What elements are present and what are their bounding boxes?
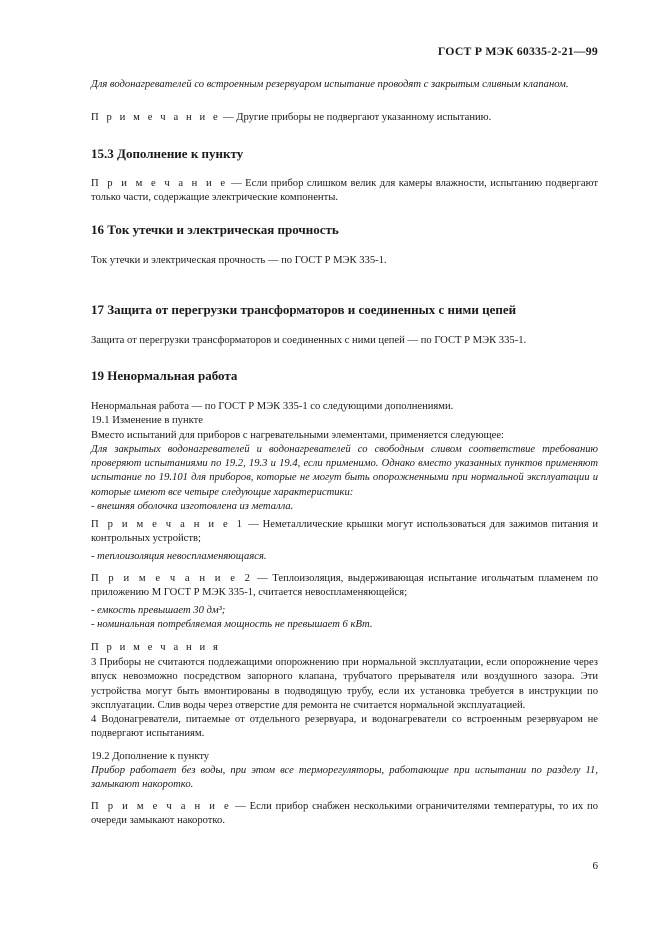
note-text: — Теплоизоляция, выдерживающая испытание игольчатым пламенем по приложению М ГОСТ Р МЭК 335-1, считается невоспламеняющейся; [91,573,598,599]
section-heading: 17 Защита от перегрузки трансформаторов и соединенных с ними цепей [91,302,517,317]
note-text: — Если прибор снабжен несколькими ограничителями температуры, то их по очереди замыкают накоротко. [91,801,598,827]
paragraph: Прибор работает без воды, при этом все терморегуляторы, работающие при испытании по разделу 11, замыкают накоротко. [91,765,598,791]
list-item: - теплоизоляция невоспламеняющаяся. [91,551,267,562]
paragraph: Для водонагревателей со встроенным резервуаром испытание проводят с закрытым сливным клапаном. [91,79,569,90]
list-item: - внешняя оболочка изготовлена из металла. [91,501,294,513]
list-item: - емкость превышает 30 дм³; [91,605,226,616]
section-body [91,400,598,514]
notes-label: П р и м е ч а н и я [91,642,221,653]
note [91,800,598,829]
note-text: — Неметаллические крышки могут использоваться для зажимов питания и контрольных устройств; [91,519,598,545]
note: 4 Водонагреватели, питаемые от отдельного резервуара, и водонагреватели со встроенным резервуаром не подвергают испытаниям. [91,714,598,740]
paragraph: Для закрытых водонагревателей и водонагревателей со свободным сливом соответствие требованию проверяют испытаниями по 19.2, 19.3 и 19.4, если применимо. Однако вместо указанных пунктов применяют испытание по 19.101 для приборов, которые не могут быть опорожненными при нормальной эксплуатации и которые имеют все четыре следующие характеристики: [91,443,598,498]
paragraph: Ток утечки и электрическая прочность — по ГОСТ Р МЭК 335-1. [91,255,387,266]
paragraph: Вместо испытаний для приборов с нагревательными элементами, применяется следующее: [91,429,505,441]
note [91,572,598,601]
note-label: П р и м е ч а н и е 2 [91,573,253,584]
page-number: 6 [592,860,598,872]
note-text: — Другие приборы не подвергают указанному испытанию. [220,112,492,123]
note [91,518,598,547]
note-label: П р и м е ч а н и е 1 [91,519,245,530]
section-heading: 15.3 Дополнение к пункту [91,146,244,161]
list-item: - номинальная потребляемая мощность не превышает 6 кВт. [91,619,373,630]
note [91,111,598,125]
section-heading: 16 Ток утечки и электрическая прочность [91,222,339,237]
note: 3 Приборы не считаются подлежащими опорожнению при нормальной эксплуатации, если опорожнение через впуск невозможно посредством запорного клапана, трубчатого прерывателя или воздушного зазора. Эти устройства могут быть вмонтированы в подводящую трубу, если их установка требуется в инструкции по эксплуатации. Слив воды через отверстие для ремонта не считается нормальной эксплуатацией. [91,657,598,711]
note-text: — Если прибор слишком велик для камеры влажности, испытанию подвергают только части, содержащие электрические компоненты. [91,178,598,204]
section-heading: 19 Ненормальная работа [91,368,238,383]
note-label: П р и м е ч а н и е [91,112,221,123]
paragraph: Защита от перегрузки трансформаторов и соединенных с ними цепей — по ГОСТ Р МЭК 335-1. [91,335,527,346]
note-label: П р и м е ч а н и е [91,178,228,189]
note-label: П р и м е ч а н и е [91,801,232,812]
note [91,177,598,206]
paragraph: Ненормальная работа — по ГОСТ Р МЭК 335-1 со следующими дополнениями. [91,401,454,412]
document-header: ГОСТ Р МЭК 60335-2-21—99 [437,44,598,58]
paragraph: 19.2 Дополнение к пункту [91,751,210,762]
paragraph: 19.1 Изменение в пункте [91,415,203,427]
